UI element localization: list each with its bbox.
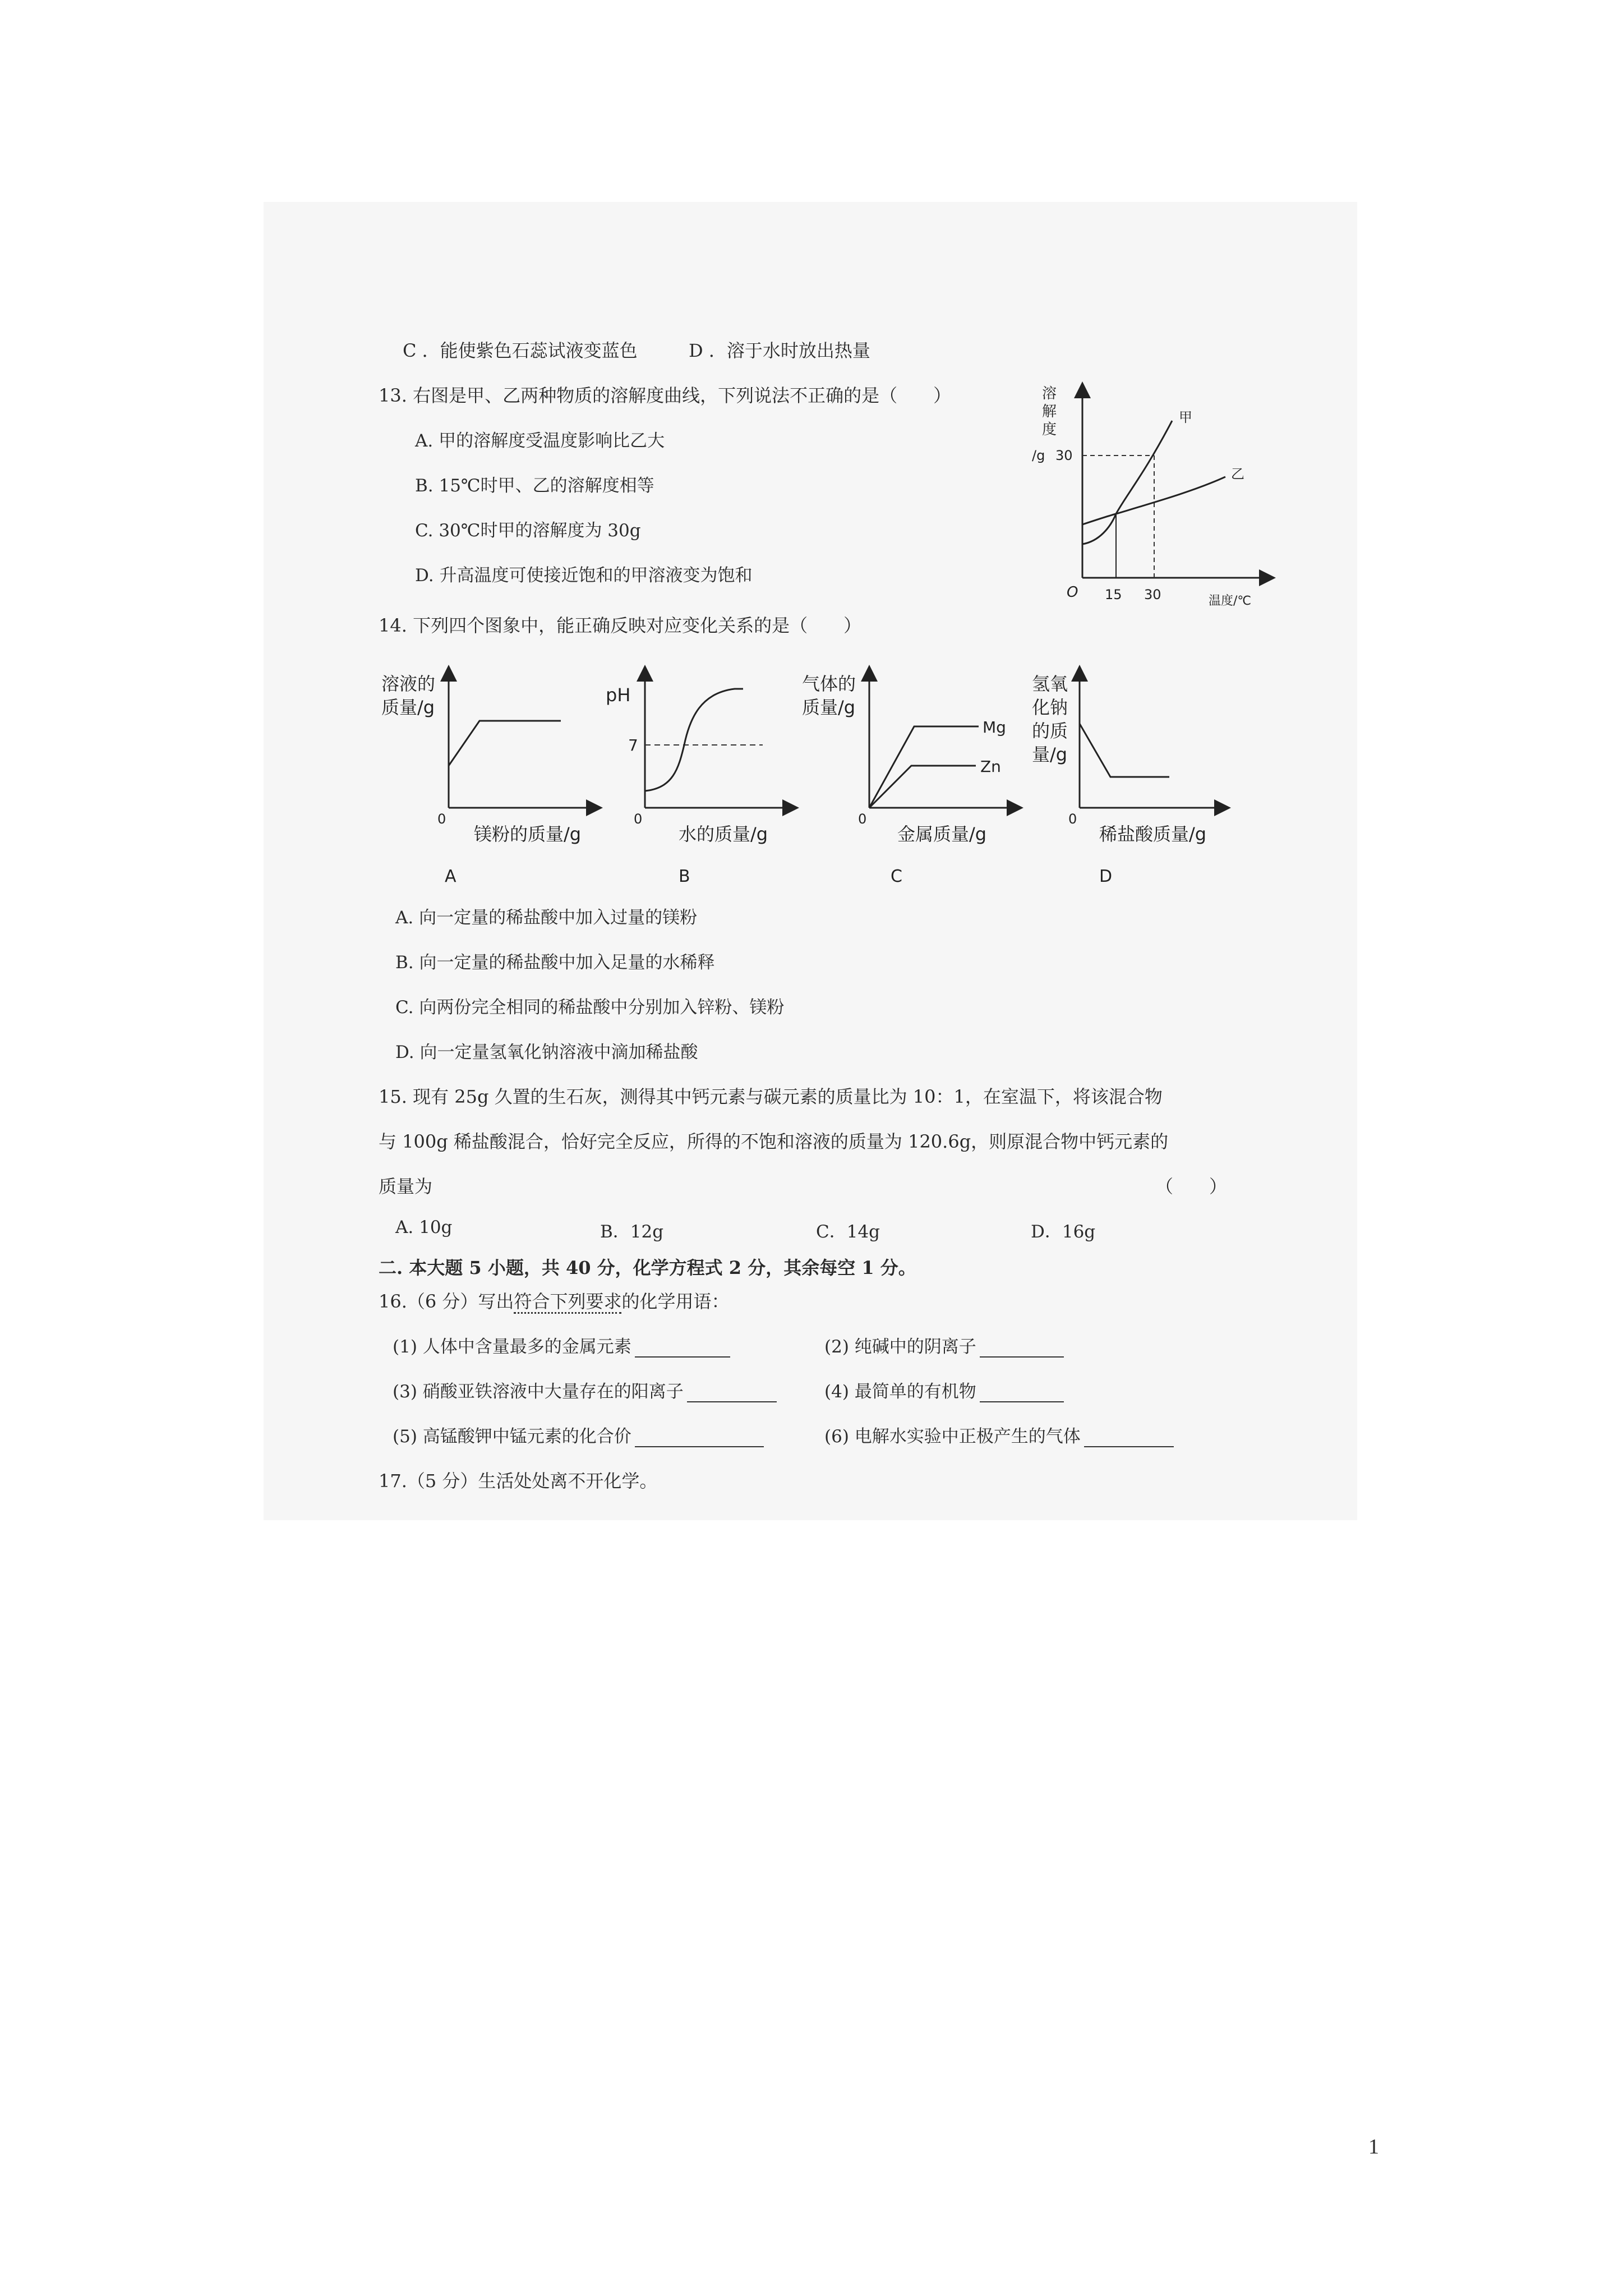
q14-stem: 14. 下列四个图象中，能正确反映对应变化关系的是（ ） (379, 615, 862, 636)
q14c-label-mg: Mg (983, 718, 1006, 737)
q14c-xlabel: 金属质量/g (897, 823, 987, 845)
q13-ylabel-4: /g (1032, 448, 1045, 463)
q16-item-6: (6) 电解水实验中正极产生的气体 (824, 1422, 1174, 1447)
q15-option-b: B．12g (600, 1222, 664, 1242)
q15-option-a: A. 10g (395, 1217, 453, 1237)
q14-graph-d (1021, 662, 1245, 886)
q14-option-d: D. 向一定量氢氧化钠溶液中滴加稀盐酸 (395, 1042, 698, 1062)
q14c-curve-mg (869, 726, 979, 808)
q14a-xlabel: 镁粉的质量/g (474, 823, 582, 845)
q16-stem-prefix: 16.（6 分）写出 (379, 1291, 514, 1312)
q14c-letter: C (891, 867, 902, 886)
q13-option-d: D. 升高温度可使接近饱和的甲溶液变为饱和 (415, 565, 753, 586)
q13-ylabel-2: 解 (1042, 403, 1057, 420)
q14d-ylabel-4: 量/g (1032, 744, 1068, 765)
q16-blank-4[interactable] (980, 1401, 1064, 1402)
q15-line-3: 质量为 (379, 1176, 433, 1197)
q16-stem (379, 1287, 729, 1313)
q13-curve-yi (1082, 477, 1225, 524)
q13-xtick-30: 30 (1144, 587, 1161, 602)
q15-option-c: C．14g (816, 1222, 880, 1242)
q13-ytick-30: 30 (1055, 448, 1073, 463)
q14d-letter: D (1099, 867, 1113, 886)
q16-item-5: (5) 高锰酸钾中锰元素的化合价 (393, 1422, 764, 1447)
q14c-ylabel-2: 质量/g (802, 697, 856, 718)
q14-option-a: A. 向一定量的稀盐酸中加入过量的镁粉 (395, 908, 698, 928)
q14-option-c: C. 向两份完全相同的稀盐酸中分别加入锌粉、镁粉 (395, 997, 785, 1018)
q16-blank-5[interactable] (635, 1446, 764, 1447)
section-2-heading: 二. 本大题 5 小题，共 40 分，化学方程式 2 分，其余每空 1 分。 (379, 1257, 916, 1278)
q15-option-d: D．16g (1031, 1222, 1096, 1242)
q16-item-2: (2) 纯碱中的阴离子 (824, 1332, 1064, 1358)
q16-item-1: (1) 人体中含量最多的金属元素 (393, 1332, 730, 1358)
q14-graph-b (594, 662, 819, 886)
q12-option-d: D ．溶于水时放出热量 (689, 340, 870, 361)
q14d-ylabel-1: 氢氧 (1032, 673, 1068, 694)
q14b-letter: B (679, 867, 690, 886)
q13-xlabel: 温度/℃ (1209, 594, 1252, 608)
q13-option-b: B. 15℃时甲、乙的溶解度相等 (415, 476, 654, 496)
q14b-ytick-7: 7 (628, 736, 638, 754)
q13-label-jia: 甲 (1179, 409, 1192, 425)
q14-graph-c (796, 662, 1032, 886)
q16-item-3: (3) 硝酸亚铁溶液中大量存在的阳离子 (393, 1377, 777, 1402)
q13-stem: 13. 右图是甲、乙两种物质的溶解度曲线，下列说法不正确的是（ ） (379, 385, 952, 406)
q14b-xlabel: 水的质量/g (679, 823, 768, 845)
q16-blank-1[interactable] (635, 1356, 730, 1358)
q14c-label-zn: Zn (980, 757, 1001, 776)
q14b-curve (645, 689, 743, 791)
page-number: 1 (1368, 2135, 1379, 2159)
q15-line-2: 与 100g 稀盐酸混合，恰好完全反应，所得的不饱和溶液的质量为 120.6g，则原混合物中钙元素的 (379, 1131, 1169, 1152)
q15-paren: （ ） (1155, 1176, 1228, 1197)
q16-blank-3[interactable] (687, 1401, 777, 1402)
q16-stem-emphasis: 符合下列要求 (514, 1291, 621, 1314)
q14a-ylabel-1: 溶液的 (381, 673, 436, 694)
q13-curve-jia (1082, 421, 1172, 544)
q14a-ylabel-2: 质量/g (381, 697, 435, 718)
q17-stem: 17.（5 分）生活处处离不开化学。 (379, 1470, 658, 1492)
q13-option-a: A. 甲的溶解度受温度影响比乙大 (415, 431, 665, 451)
q13-label-yi: 乙 (1231, 466, 1244, 482)
q14d-xlabel: 稀盐酸质量/g (1099, 823, 1207, 845)
q13-ylabel-1: 溶 (1042, 385, 1057, 402)
q15-line-1: 15. 现有 25g 久置的生石灰，测得其中钙元素与碳元素的质量比为 10：1，在室温下，将该混合物 (379, 1086, 1163, 1107)
q14a-origin: 0 (437, 811, 446, 827)
q13-ylabel-3: 度 (1042, 421, 1057, 438)
q14d-ylabel-2: 化钠 (1032, 697, 1068, 718)
q13-origin: O (1067, 584, 1078, 601)
q14c-curve-zn (869, 766, 976, 808)
q14-graph-a (381, 662, 606, 886)
q14d-curve (1080, 724, 1169, 777)
q13-solubility-graph (1032, 376, 1279, 611)
q14d-ylabel-3: 的质 (1032, 720, 1068, 742)
q14b-ylabel: pH (606, 684, 631, 706)
q16-blank-2[interactable] (980, 1356, 1064, 1358)
q14c-ylabel-1: 气体的 (802, 673, 856, 694)
q12-option-c: C ．能使紫色石蕊试液变蓝色 (403, 340, 638, 361)
q16-blank-6[interactable] (1084, 1446, 1174, 1447)
q14c-origin: 0 (858, 811, 867, 827)
q14a-letter: A (445, 867, 457, 886)
q13-option-c: C. 30℃时甲的溶解度为 30g (415, 521, 641, 541)
q14d-origin: 0 (1068, 811, 1077, 827)
q16-stem-suffix: 的化学用语： (621, 1291, 730, 1312)
q13-xtick-15: 15 (1105, 587, 1122, 602)
q14a-curve (449, 721, 561, 766)
q14b-origin: 0 (634, 811, 643, 827)
q14-option-b: B. 向一定量的稀盐酸中加入足量的水稀释 (395, 953, 715, 973)
q16-item-4: (4) 最简单的有机物 (824, 1377, 1064, 1402)
